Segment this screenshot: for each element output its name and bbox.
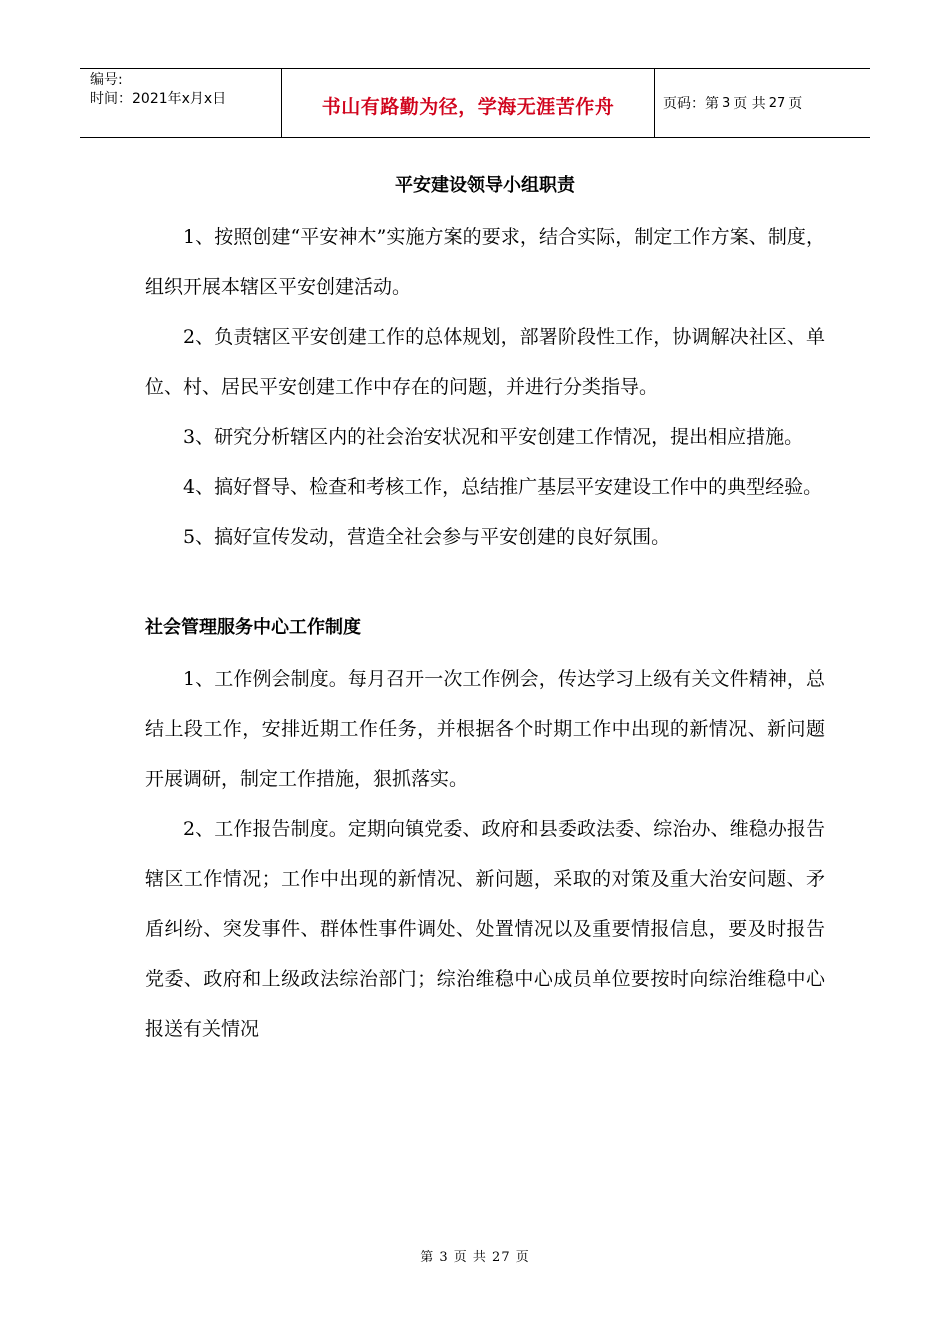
page-current: 3 <box>722 95 731 111</box>
section1-paragraph: 1、按照创建“平安神木”实施方案的要求，结合实际，制定工作方案、制度，组织开展本辖区平安创建活动。 <box>145 226 825 298</box>
time-label: 时间：2021年x月x日 <box>90 91 227 107</box>
page-prefix: 页码：第 <box>663 96 719 112</box>
page-footer: 第 3 页 共 27 页 <box>420 1250 530 1265</box>
motto: 书山有路勤为径，学海无涯苦作舟 <box>321 95 615 118</box>
page-suffix: 页 <box>788 96 803 112</box>
section2-title: 社会管理服务中心工作制度 <box>145 617 361 638</box>
section1-paragraph: 5、搞好宣传发动，营造全社会参与平安创建的良好氛围。 <box>183 526 671 548</box>
page-total: 27 <box>768 95 786 111</box>
section1-paragraph: 3、研究分析辖区内的社会治安状况和平安创建工作情况，提出相应措施。 <box>183 426 804 448</box>
doc-number-label: 编号: <box>90 72 123 88</box>
section1-title: 平安建设领导小组职责 <box>395 175 575 196</box>
header-meta <box>80 69 282 137</box>
section2-paragraph: 2、工作报告制度。定期向镇党委、政府和县委政法委、综治办、维稳办报告辖区工作情况；工作中出现的新情况、新问题，采取的对策及重大治安问题、矛盾纠纷、突发事件、群体性事件调处、处置情况以及重要情报信息，要及时报告党委、政府和上级政法综治部门；综治维稳中心成员单位要按时向综治维稳中心报送有关情况 <box>145 818 825 1040</box>
page-mid: 页 共 <box>733 96 766 112</box>
page-header <box>80 68 870 138</box>
spacer <box>145 562 825 610</box>
section2-paragraph: 1、工作例会制度。每月召开一次工作例会，传达学习上级有关文件精神，总结上段工作，安排近期工作任务，并根据各个时期工作中出现的新情况、新问题开展调研，制定工作措施，狠抓落实。 <box>145 668 825 790</box>
spacer <box>145 646 825 654</box>
spacer <box>145 204 825 212</box>
section1-paragraph: 4、搞好督导、检查和考核工作，总结推广基层平安建设工作中的典型经验。 <box>183 476 823 498</box>
header-motto-cell <box>282 69 655 137</box>
document-body <box>145 168 825 1054</box>
header-page-info <box>655 69 870 137</box>
section1-paragraph: 2、负责辖区平安创建工作的总体规划，部署阶段性工作，协调解决社区、单位、村、居民平安创建工作中存在的问题，并进行分类指导。 <box>145 326 825 398</box>
